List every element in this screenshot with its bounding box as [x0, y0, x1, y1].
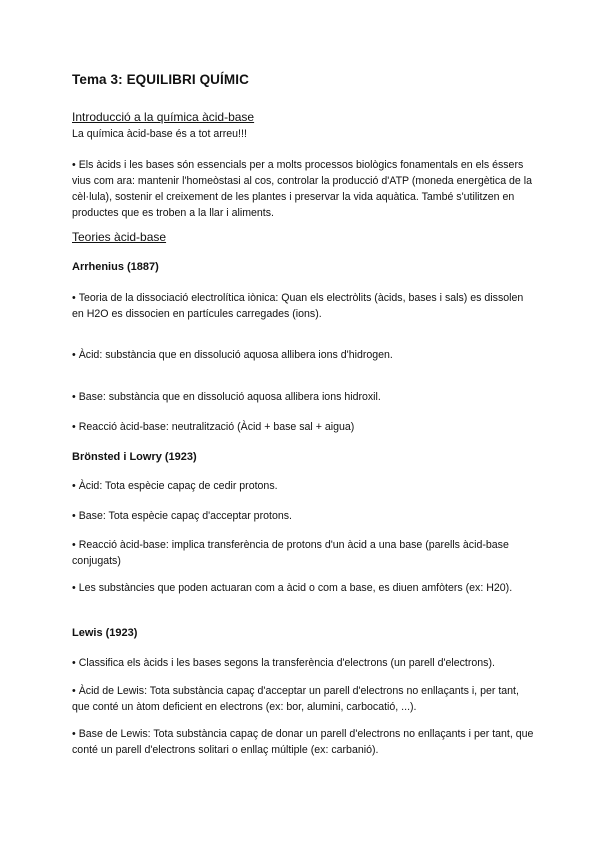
- arrhenius-heading: Arrhenius (1887): [72, 261, 159, 273]
- intro-subtitle: La química àcid-base és a tot arreu!!!: [72, 128, 247, 140]
- arrhenius-item: • Àcid: substància que en dissolució aquosa allibera ions d'hidrogen.: [72, 347, 534, 363]
- page-title: Tema 3: EQUILIBRI QUÍMIC: [72, 72, 249, 87]
- bronsted-item: • Les substàncies que poden actuaran com a àcid o com a base, es diuen amfòters (ex: H20).: [72, 580, 534, 596]
- bronsted-item: • Reacció àcid-base: implica transferència de protons d'un àcid a una base (parells àcid-base conjugats): [72, 537, 534, 569]
- arrhenius-item: • Reacció àcid-base: neutralització (Àcid + base sal + aigua): [72, 419, 534, 435]
- lewis-item: • Àcid de Lewis: Tota substància capaç d'acceptar un parell d'electrons no enllaçants i, per tant, que conté un àtom deficient en electrons (ex: bor, alumini, carbocatió, ...).: [72, 683, 534, 715]
- lewis-item: • Classifica els àcids i les bases segons la transferència d'electrons (un parell d'electrons).: [72, 655, 534, 671]
- bronsted-heading: Brönsted i Lowry (1923): [72, 451, 197, 463]
- bronsted-item: • Àcid: Tota espècie capaç de cedir protons.: [72, 478, 534, 494]
- lewis-item: • Base de Lewis: Tota substància capaç de donar un parell d'electrons no enllaçants i per tant, que conté un parell d'electrons solitari o enllaç múltiple (ex: carbanió).: [72, 726, 534, 758]
- section-heading-theories: Teories àcid-base: [72, 230, 167, 244]
- arrhenius-item: • Base: substància que en dissolució aquosa allibera ions hidroxil.: [72, 389, 534, 405]
- lewis-heading: Lewis (1923): [72, 627, 138, 639]
- intro-paragraph: • Els àcids i les bases són essencials per a molts processos biològics fonamentals en els éssers vius com ara: mantenir l'homeòstasi al cos, controlar la producció d'ATP (moneda energètica de la cèl·lula), sostenir el creixement de les plantes i preservar la vida aquàtica. També s'utilitzen en productes que es troben a la llar i aliments.: [72, 157, 534, 221]
- bronsted-item: • Base: Tota espècie capaç d'acceptar protons.: [72, 508, 534, 524]
- section-heading-intro: Introducció a la química àcid-base: [72, 110, 255, 124]
- arrhenius-item: • Teoria de la dissociació electrolítica iònica: Quan els electròlits (àcids, bases i sals) es dissolen en H2O es dissocien en partícules carregades (ions).: [72, 290, 534, 322]
